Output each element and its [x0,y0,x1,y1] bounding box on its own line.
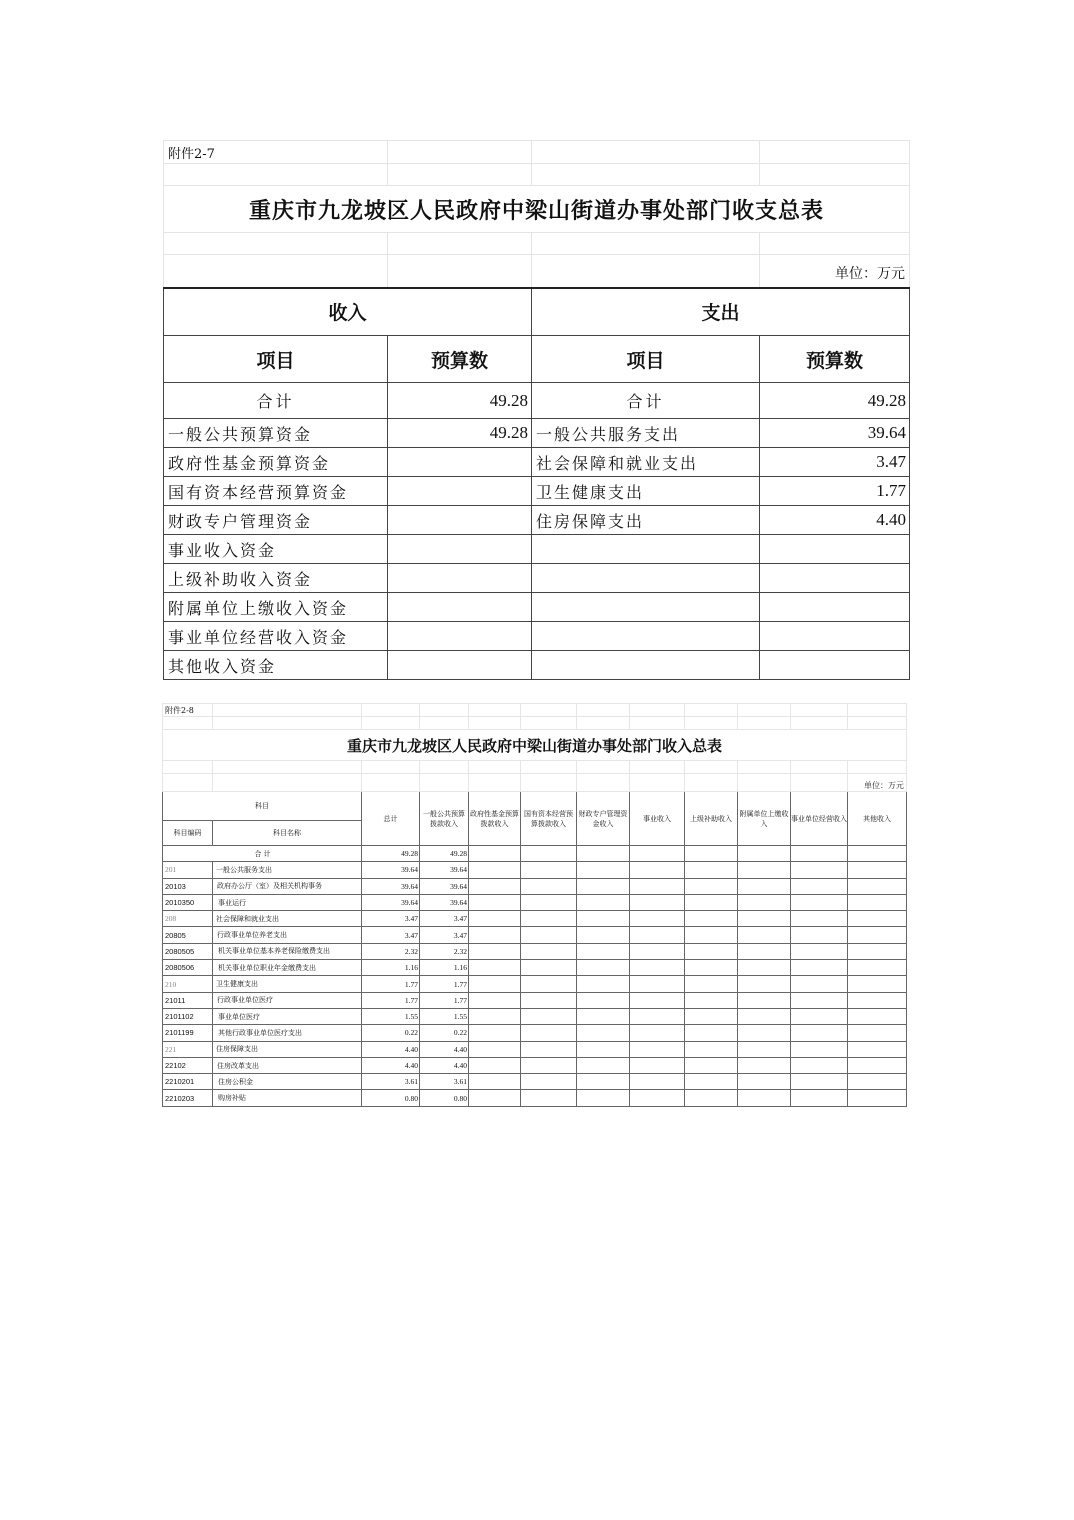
total-amount: 4.40 [362,1041,420,1057]
empty-cell [521,1057,577,1073]
subject-name: 住房保障支出 [213,1041,362,1057]
empty-cell [630,992,685,1008]
empty-cell [848,1025,907,1041]
general-budget-amount: 2.32 [420,943,469,959]
expense-item: 合计 [532,383,760,419]
empty-cell [848,894,907,910]
other-income-col-header: 其他收入 [848,792,907,846]
empty-cell [791,992,848,1008]
empty-cell [685,1090,738,1106]
affiliated-income-col-header: 附属单位上缴收入 [738,792,791,846]
empty-cell [630,894,685,910]
table-row [164,448,910,477]
expense-amount [760,651,910,680]
table-row [163,894,907,910]
empty-cell [577,1025,630,1041]
total-amount: 3.47 [362,911,420,927]
expense-item-col-header: 项目 [532,336,760,383]
expense-item [532,564,760,593]
expense-budget-col-header: 预算数 [760,336,910,383]
empty-cell [791,911,848,927]
empty-cell [521,992,577,1008]
subject-name: 行政事业单位养老支出 [213,927,362,943]
empty-cell [521,1008,577,1024]
general-budget-amount: 49.28 [420,846,469,862]
empty-cell [848,846,907,862]
subject-name: 行政事业单位医疗 [213,992,362,1008]
empty-cell [685,976,738,992]
empty-cell [848,1090,907,1106]
business-income-col-header: 事业收入 [630,792,685,846]
empty-cell [738,1057,791,1073]
table-row [163,1074,907,1090]
empty-cell [577,1008,630,1024]
unit-label: 单位：万元 [760,255,910,288]
empty-cell [738,1025,791,1041]
table-row [164,506,910,535]
empty-cell [469,894,521,910]
empty-cell [685,862,738,878]
empty-cell [521,1074,577,1090]
income-amount [388,622,532,651]
total-amount: 39.64 [362,894,420,910]
table-row [163,862,907,878]
general-budget-amount: 0.22 [420,1025,469,1041]
income-item: 国有资本经营预算资金 [164,477,388,506]
total-amount: 3.61 [362,1074,420,1090]
income-amount [388,593,532,622]
table-title-2: 重庆市九龙坡区人民政府中梁山街道办事处部门收入总表 [163,730,907,761]
subject-name: 事业运行 [213,894,362,910]
subject-code: 201 [163,862,213,878]
table-row [163,1025,907,1041]
empty-cell [791,976,848,992]
total-amount: 2.32 [362,943,420,959]
general-budget-amount: 1.77 [420,976,469,992]
empty-cell [521,960,577,976]
subject-code: 2010350 [163,894,213,910]
total-amount: 39.64 [362,862,420,878]
empty-cell [791,1090,848,1106]
empty-cell [630,960,685,976]
empty-cell [577,1041,630,1057]
subject-name: 社会保障和就业支出 [213,911,362,927]
empty-cell [469,1008,521,1024]
empty-cell [521,927,577,943]
empty-cell [521,976,577,992]
table-row [163,960,907,976]
empty-cell [685,992,738,1008]
empty-cell [577,1057,630,1073]
table-row [163,1041,907,1057]
subject-code: 210 [163,976,213,992]
empty-cell [469,1090,521,1106]
empty-cell [685,894,738,910]
empty-cell [577,862,630,878]
expense-item: 卫生健康支出 [532,477,760,506]
income-budget-col-header: 预算数 [388,336,532,383]
empty-cell [738,943,791,959]
empty-cell [630,1090,685,1106]
table-row [163,1008,907,1024]
special-account-col-header: 财政专户管理资金收入 [577,792,630,846]
empty-cell [738,894,791,910]
empty-cell [738,1090,791,1106]
empty-cell [738,1074,791,1090]
general-budget-amount: 3.47 [420,911,469,927]
expense-amount: 39.64 [760,419,910,448]
empty-cell [685,943,738,959]
empty-cell [469,862,521,878]
total-amount: 3.47 [362,927,420,943]
empty-cell [848,862,907,878]
table-row [164,622,910,651]
empty-cell [791,943,848,959]
empty-cell [791,1025,848,1041]
income-header: 收入 [164,288,532,336]
general-budget-amount: 4.40 [420,1057,469,1073]
operating-income-col-header: 事业单位经营收入 [791,792,848,846]
empty-cell [630,911,685,927]
empty-cell [469,1025,521,1041]
income-item: 事业单位经营收入资金 [164,622,388,651]
empty-cell [521,862,577,878]
empty-cell [848,992,907,1008]
empty-cell [469,878,521,894]
empty-cell [738,976,791,992]
attachment-label: 附件2-7 [164,141,388,164]
general-budget-col-header: 一般公共预算拨款收入 [420,792,469,846]
income-item: 合计 [164,383,388,419]
expense-amount [760,535,910,564]
income-summary-table [162,703,907,1107]
income-item: 上级补助收入资金 [164,564,388,593]
empty-cell [521,894,577,910]
empty-cell [469,1057,521,1073]
empty-cell [577,927,630,943]
subject-name: 机关事业单位基本养老保险缴费支出 [213,943,362,959]
income-amount [388,506,532,535]
table-row [163,1090,907,1106]
empty-cell [738,846,791,862]
expense-amount [760,622,910,651]
income-amount: 49.28 [388,419,532,448]
empty-cell [791,862,848,878]
subject-code: 208 [163,911,213,927]
income-item: 财政专户管理资金 [164,506,388,535]
fund-budget-col-header: 政府性基金预算拨款收入 [469,792,521,846]
general-budget-amount: 0.80 [420,1090,469,1106]
empty-cell [738,992,791,1008]
empty-cell [791,878,848,894]
empty-cell [521,943,577,959]
subject-name: 住房改革支出 [213,1057,362,1073]
empty-cell [577,1074,630,1090]
empty-cell [791,927,848,943]
subject-name: 其他行政事业单位医疗支出 [213,1025,362,1041]
subject-name: 卫生健康支出 [213,976,362,992]
empty-cell [685,1057,738,1073]
empty-cell [469,911,521,927]
empty-cell [630,1025,685,1041]
table-row [164,651,910,680]
empty-cell [685,911,738,927]
subject-code: 2210201 [163,1074,213,1090]
empty-cell [685,1008,738,1024]
empty-cell [469,1074,521,1090]
income-item: 附属单位上缴收入资金 [164,593,388,622]
empty-cell [469,846,521,862]
table-row [163,911,907,927]
expense-amount: 49.28 [760,383,910,419]
empty-cell [630,1041,685,1057]
subject-name: 合计 [163,846,362,862]
expense-amount [760,593,910,622]
income-item: 其他收入资金 [164,651,388,680]
empty-cell [685,878,738,894]
subject-code: 20805 [163,927,213,943]
empty-cell [577,894,630,910]
empty-cell [791,1041,848,1057]
empty-cell [738,862,791,878]
empty-cell [577,846,630,862]
table-row [163,1057,907,1073]
empty-cell [577,1090,630,1106]
general-budget-amount: 3.61 [420,1074,469,1090]
total-amount: 49.28 [362,846,420,862]
subsidy-income-col-header: 上级补助收入 [685,792,738,846]
empty-cell [738,1041,791,1057]
subject-code: 21011 [163,992,213,1008]
general-budget-amount: 39.64 [420,894,469,910]
empty-cell [685,960,738,976]
income-amount [388,564,532,593]
empty-cell [630,1057,685,1073]
general-budget-amount: 3.47 [420,927,469,943]
table-row [163,976,907,992]
empty-cell [630,927,685,943]
empty-cell [685,1025,738,1041]
subject-name: 购房补贴 [213,1090,362,1106]
empty-cell [791,894,848,910]
income-amount [388,535,532,564]
expense-item [532,535,760,564]
total-col-header: 总计 [362,792,420,846]
general-budget-amount: 4.40 [420,1041,469,1057]
empty-cell [630,943,685,959]
empty-cell [630,976,685,992]
empty-cell [848,878,907,894]
total-amount: 1.55 [362,1008,420,1024]
table-row [163,943,907,959]
empty-cell [791,1057,848,1073]
table-row [163,992,907,1008]
empty-cell [577,960,630,976]
empty-cell [577,992,630,1008]
table-row [163,878,907,894]
empty-cell [848,976,907,992]
empty-cell [848,1074,907,1090]
empty-cell [630,846,685,862]
expense-item [532,622,760,651]
empty-cell [521,846,577,862]
table-row [164,419,910,448]
empty-cell [791,1008,848,1024]
expense-amount [760,564,910,593]
subject-code: 22102 [163,1057,213,1073]
empty-cell [630,862,685,878]
empty-cell [848,1041,907,1057]
table-row [164,477,910,506]
expense-item: 一般公共服务支出 [532,419,760,448]
state-capital-col-header: 国有资本经营预算拨款收入 [521,792,577,846]
total-amount: 1.16 [362,960,420,976]
subject-code: 221 [163,1041,213,1057]
empty-cell [685,1041,738,1057]
empty-cell [738,911,791,927]
empty-cell [521,878,577,894]
subject-code: 2101199 [163,1025,213,1041]
subject-code: 2210203 [163,1090,213,1106]
expense-item [532,651,760,680]
empty-cell [630,878,685,894]
expense-header: 支出 [532,288,910,336]
expense-amount: 1.77 [760,477,910,506]
income-item: 事业收入资金 [164,535,388,564]
empty-cell [469,927,521,943]
subject-name: 住房公积金 [213,1074,362,1090]
expense-item: 住房保障支出 [532,506,760,535]
subject-name: 政府办公厅（室）及相关机构事务 [213,878,362,894]
empty-cell [469,943,521,959]
expense-item: 社会保障和就业支出 [532,448,760,477]
empty-cell [521,1025,577,1041]
empty-cell [738,960,791,976]
subject-code: 20103 [163,878,213,894]
total-amount: 4.40 [362,1057,420,1073]
empty-cell [848,1057,907,1073]
empty-cell [685,1074,738,1090]
empty-cell [848,911,907,927]
empty-cell [791,960,848,976]
subject-code: 2080506 [163,960,213,976]
unit-label-2: 单位：万元 [848,774,907,792]
empty-cell [469,1041,521,1057]
subject-name: 机关事业单位职业年金缴费支出 [213,960,362,976]
total-amount: 39.64 [362,878,420,894]
subject-name-header: 科目名称 [213,821,362,846]
empty-cell [469,960,521,976]
subject-code: 2101102 [163,1008,213,1024]
total-row [164,383,910,419]
total-amount: 1.77 [362,976,420,992]
table-row [164,593,910,622]
empty-cell [685,846,738,862]
table-title: 重庆市九龙坡区人民政府中梁山街道办事处部门收支总表 [164,186,910,233]
table-row [163,927,907,943]
table-row [164,535,910,564]
income-amount [388,651,532,680]
subject-name: 一般公共服务支出 [213,862,362,878]
income-amount: 49.28 [388,383,532,419]
empty-cell [521,911,577,927]
subject-header: 科目 [163,792,362,821]
subject-code: 2080505 [163,943,213,959]
expense-amount: 3.47 [760,448,910,477]
general-budget-amount: 1.55 [420,1008,469,1024]
expense-item [532,593,760,622]
general-budget-amount: 1.77 [420,992,469,1008]
total-amount: 0.80 [362,1090,420,1106]
empty-cell [848,943,907,959]
general-budget-amount: 39.64 [420,878,469,894]
total-amount: 1.77 [362,992,420,1008]
empty-cell [469,976,521,992]
total-amount: 0.22 [362,1025,420,1041]
empty-cell [521,1041,577,1057]
total-row [163,846,907,862]
income-amount [388,448,532,477]
empty-cell [738,878,791,894]
empty-cell [630,1008,685,1024]
income-expense-summary-table [163,140,910,680]
empty-cell [848,960,907,976]
empty-cell [577,878,630,894]
income-item: 一般公共预算资金 [164,419,388,448]
empty-cell [630,1074,685,1090]
empty-cell [848,1008,907,1024]
table-row [164,564,910,593]
income-item-col-header: 项目 [164,336,388,383]
empty-cell [469,992,521,1008]
general-budget-amount: 1.16 [420,960,469,976]
empty-cell [577,976,630,992]
expense-amount: 4.40 [760,506,910,535]
income-item: 政府性基金预算资金 [164,448,388,477]
empty-cell [685,927,738,943]
empty-cell [791,1074,848,1090]
subject-name: 事业单位医疗 [213,1008,362,1024]
general-budget-amount: 39.64 [420,862,469,878]
empty-cell [791,846,848,862]
empty-cell [577,943,630,959]
income-amount [388,477,532,506]
empty-cell [738,927,791,943]
empty-cell [521,1090,577,1106]
empty-cell [577,911,630,927]
attachment-label-2: 附件2-8 [163,704,213,717]
empty-cell [738,1008,791,1024]
subject-code-header: 科目编码 [163,821,213,846]
empty-cell [848,927,907,943]
